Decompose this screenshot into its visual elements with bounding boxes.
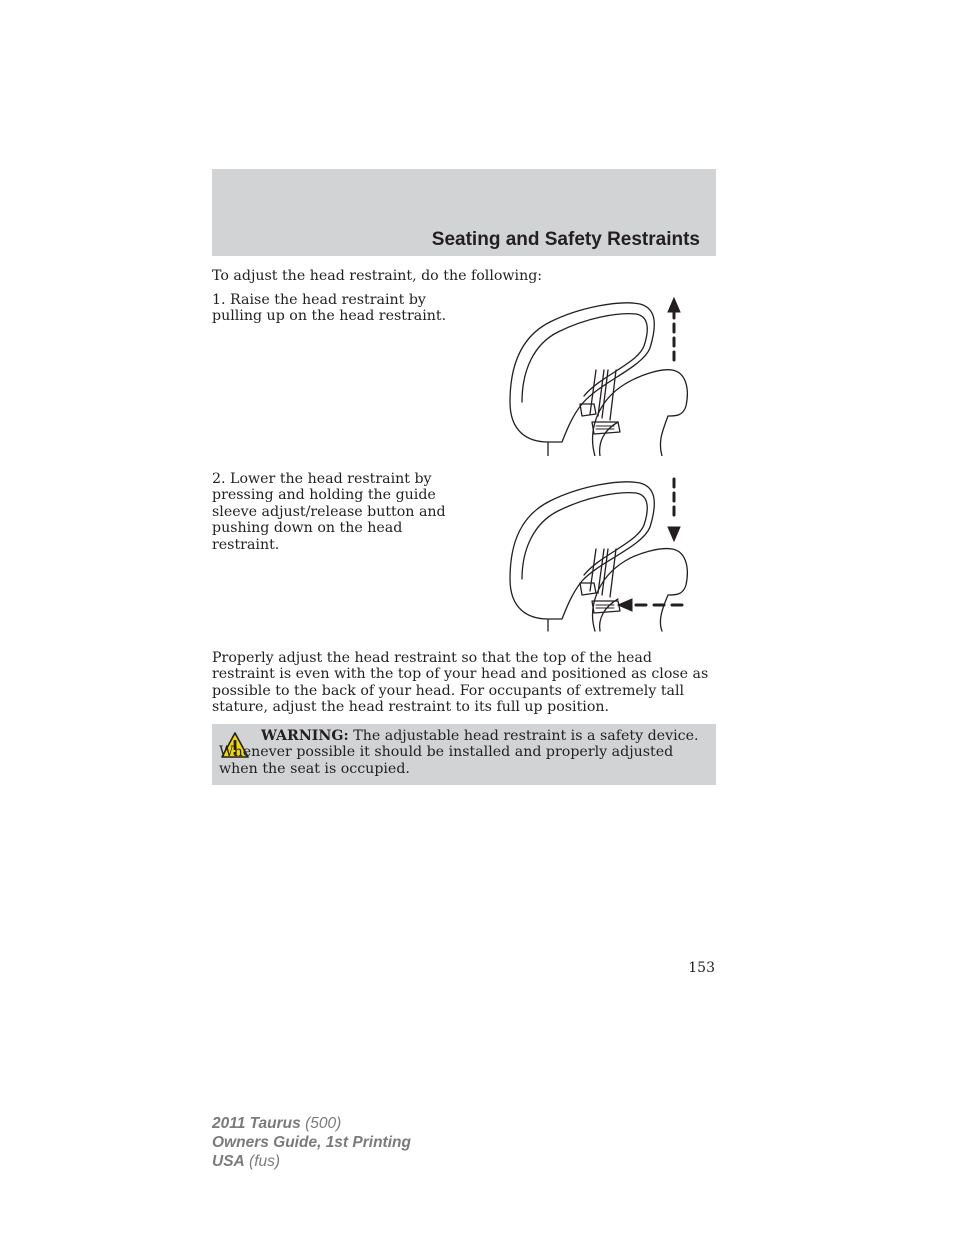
footer-model: 2011 Taurus [212,1115,301,1132]
footer-guide-edition: Owners Guide, 1st Printing [212,1134,411,1151]
warning-body: The adjustable head restraint is a safety device. Whenever possible it should be installed and properly adjusted when the seat is occupied. [219,728,699,777]
warning-label: WARNING: [261,728,349,744]
warning-box [212,724,716,785]
warning-text [219,728,709,777]
press-button-arrow-icon [618,599,682,611]
footer-imprint [212,1114,411,1171]
head-restraint-lower-illustration [500,473,700,635]
up-arrow-icon [668,298,680,360]
guide-sleeve-left [580,583,596,595]
post-right [602,370,616,420]
post-left [590,549,604,593]
section-title: Seating and Safety Restraints [431,229,700,250]
intro-text: To adjust the head restraint, do the following: [212,268,543,284]
post-right [602,549,616,597]
footer-market: USA [212,1153,245,1170]
adjustment-paragraph: Properly adjust the head restraint so that the top of the head restraint is even with the top of your head and positioned as close as possible to the back of your head. For occupants of extremely tall stature, adjust the head restraint to its full up position. [212,650,709,716]
post-left [590,370,604,416]
footer-model-code: (500) [305,1115,342,1132]
guide-sleeve-left [580,404,596,416]
footer-line-2 [212,1133,411,1152]
footer-line-3 [212,1152,411,1171]
step-1-text: 1. Raise the head restraint by pulling up on the head restraint. [212,292,447,325]
page-number: 153 [688,960,715,976]
footer-market-code: (fus) [249,1153,281,1170]
step-2-text: 2. Lower the head restraint by pressing and holding the guide sleeve adjust/release button and pushing down on the head restraint. [212,471,446,553]
footer-line-1 [212,1114,411,1133]
guide-sleeve-right [592,601,620,613]
section-header-band [212,169,716,256]
down-arrow-icon [668,479,680,541]
head-restraint-raise-illustration [500,292,700,456]
